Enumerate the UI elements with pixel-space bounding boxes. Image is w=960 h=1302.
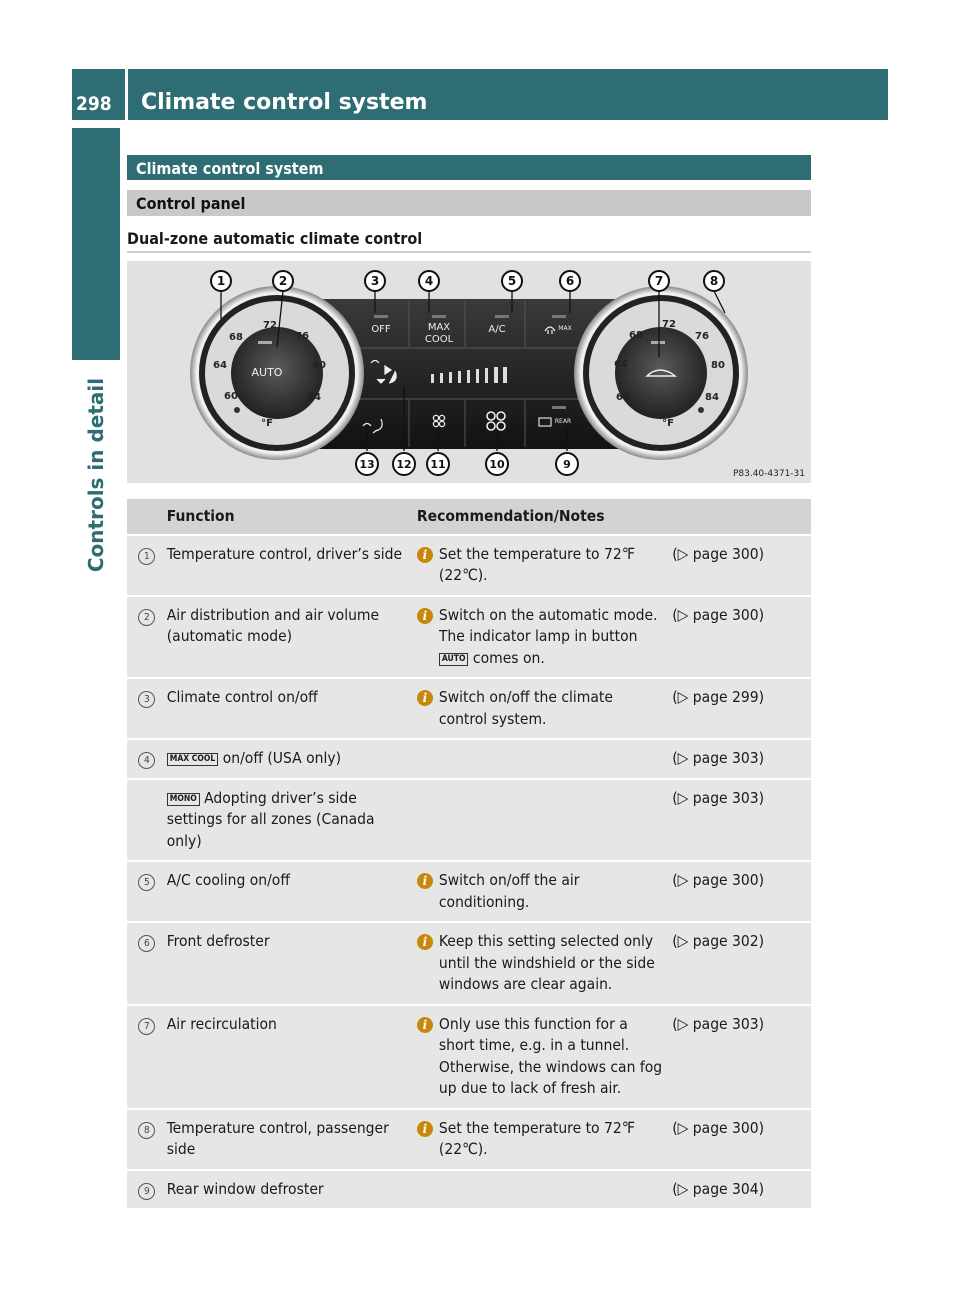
page-number: 298 [76,93,112,115]
side-tab-label: Controls in detail [84,377,108,573]
dial-right-tick-60: 60 [616,392,630,403]
callout-5: 5 [507,274,517,288]
callout-10: 10 [489,458,505,471]
row-function: Rear window defroster [167,1171,417,1209]
info-icon: i [417,934,433,950]
row-function: A/C cooling on/off [167,862,417,921]
row-number: 6 [138,935,155,952]
rear-label: REAR [554,418,572,425]
info-icon: i [417,1121,433,1137]
subsection-heading [127,190,811,216]
driver-temperature-dial [190,286,364,460]
header-divider [125,69,128,120]
table-row [127,1171,811,1209]
ac-button: A/C [488,324,506,335]
row-note: i Set the temperature to 72℉ (22℃). [417,536,662,595]
max-cool-button-line2: COOL [424,334,454,345]
auto-symbol: AUTO [439,653,469,666]
callout-6: 6 [565,274,575,288]
callout-1: 1 [216,274,226,288]
callout-2: 2 [278,274,288,288]
dial-left-unit: °F [261,418,273,429]
row-note: i Only use this function for a short time, e.g. in a tunnel. Otherwise, the windows can fog up due to lack of fresh air. [417,1006,662,1108]
dial-left-tick-64: 64 [213,360,227,371]
off-button: OFF [371,324,391,335]
table-row [127,597,811,678]
figure-rule [127,251,811,253]
row-note: i Keep this setting selected only until the windshield or the side windows are clear again. [417,923,662,1004]
row-function: Climate control on/off [167,679,417,738]
dial-left-tick-80: 80 [312,360,326,371]
row-note [417,1171,662,1209]
dial-right-tick-80: 80 [711,360,725,371]
table-row [127,1006,811,1108]
section-title: Climate control system [136,159,324,178]
dial-left-tick-60: 60 [224,391,238,402]
callout-4: 4 [424,274,434,288]
subsection-title: Control panel [136,194,246,213]
row-function: Temperature control, passenger side [167,1110,417,1169]
table-row [127,923,811,1004]
row-number: 2 [138,609,155,626]
side-tab-block [72,128,120,360]
header-ref [662,499,811,534]
row-page-ref[interactable]: (▷ page 300) [662,536,811,595]
function-table [127,497,811,1210]
row-page-ref[interactable]: (▷ page 300) [662,862,811,921]
callout-7: 7 [654,274,664,288]
table-row [127,862,811,921]
figure-code: P83.40-4371-31 [732,469,805,479]
section-heading [127,155,811,180]
header-title: Climate control system [141,90,428,115]
row-function: Air distribution and air volume (automatic mode) [167,597,417,678]
info-icon: i [417,873,433,889]
row-page-ref[interactable]: (▷ page 299) [662,679,811,738]
row-number-empty [127,780,167,861]
row-number: 7 [138,1018,155,1035]
row-page-ref[interactable]: (▷ page 303) [662,740,811,778]
row-function: Air recirculation [167,1006,417,1108]
info-icon: i [417,1017,433,1033]
row-note [417,780,662,861]
row-note: i Set the temperature to 72℉ (22℃). [417,1110,662,1169]
row-page-ref[interactable]: (▷ page 302) [662,923,811,1004]
dial-right-tick-68: 68 [629,330,643,341]
row-function: Front defroster [167,923,417,1004]
defrost-max-label: MAX [558,325,572,332]
dial-left-tick-72: 72 [263,320,277,331]
row-function: MAX COOL on/off (USA only) [167,740,417,778]
row-number: 5 [138,874,155,891]
row-note: i Switch on/off the climate control system. [417,679,662,738]
info-icon: i [417,690,433,706]
figure-title: Dual-zone automatic climate control [127,229,423,248]
row-number: 4 [138,752,155,769]
row-number: 1 [138,548,155,565]
table-row [127,740,811,778]
callout-9: 9 [563,458,571,471]
passenger-temperature-dial [574,286,748,460]
max-cool-symbol: MAX COOL [167,753,219,766]
row-note: i Switch on the automatic mode. The indicator lamp in button AUTO comes on. [417,597,662,678]
mono-symbol: MONO [167,793,200,806]
callout-8: 8 [709,274,719,288]
row-note: i Switch on/off the air conditioning. [417,862,662,921]
callout-11: 11 [430,458,446,471]
max-cool-button-line1: MAX [427,322,451,333]
table-row [127,1110,811,1169]
dial-right-tick-64: 64 [614,359,628,370]
table-row [127,780,811,861]
row-function: Temperature control, driver’s side [167,536,417,595]
dial-right-tick-84: 84 [705,392,719,403]
dial-right-tick-76: 76 [695,331,709,342]
row-page-ref[interactable]: (▷ page 300) [662,1110,811,1169]
callout-13: 13 [359,458,375,471]
row-page-ref[interactable]: (▷ page 304) [662,1171,811,1209]
auto-button: AUTO [251,366,283,379]
row-note [417,740,662,778]
dial-right-unit: °F [662,418,674,429]
control-panel-figure [127,261,811,483]
dial-left-tick-84: 84 [307,392,321,403]
row-function: MONO Adopting driver’s side settings for all zones (Canada only) [167,780,417,861]
dial-right-tick-72: 72 [662,319,676,330]
dial-left-tick-68: 68 [229,332,243,343]
table-row [127,536,811,595]
row-number: 9 [138,1183,155,1200]
header-notes: Recommendation/Notes [417,499,662,534]
row-page-ref[interactable]: (▷ page 303) [662,1006,811,1108]
row-page-ref[interactable]: (▷ page 303) [662,780,811,861]
dial-left-tick-76: 76 [295,331,309,342]
table-header-row [127,499,811,534]
info-icon: i [417,608,433,624]
row-number: 3 [138,691,155,708]
info-icon: i [417,547,433,563]
side-tab [72,360,120,590]
table-row [127,679,811,738]
callout-3: 3 [370,274,380,288]
row-number: 8 [138,1122,155,1139]
callout-12: 12 [396,458,412,471]
row-page-ref[interactable]: (▷ page 300) [662,597,811,678]
header-cell-num [127,499,167,534]
header-function: Function [167,499,417,534]
